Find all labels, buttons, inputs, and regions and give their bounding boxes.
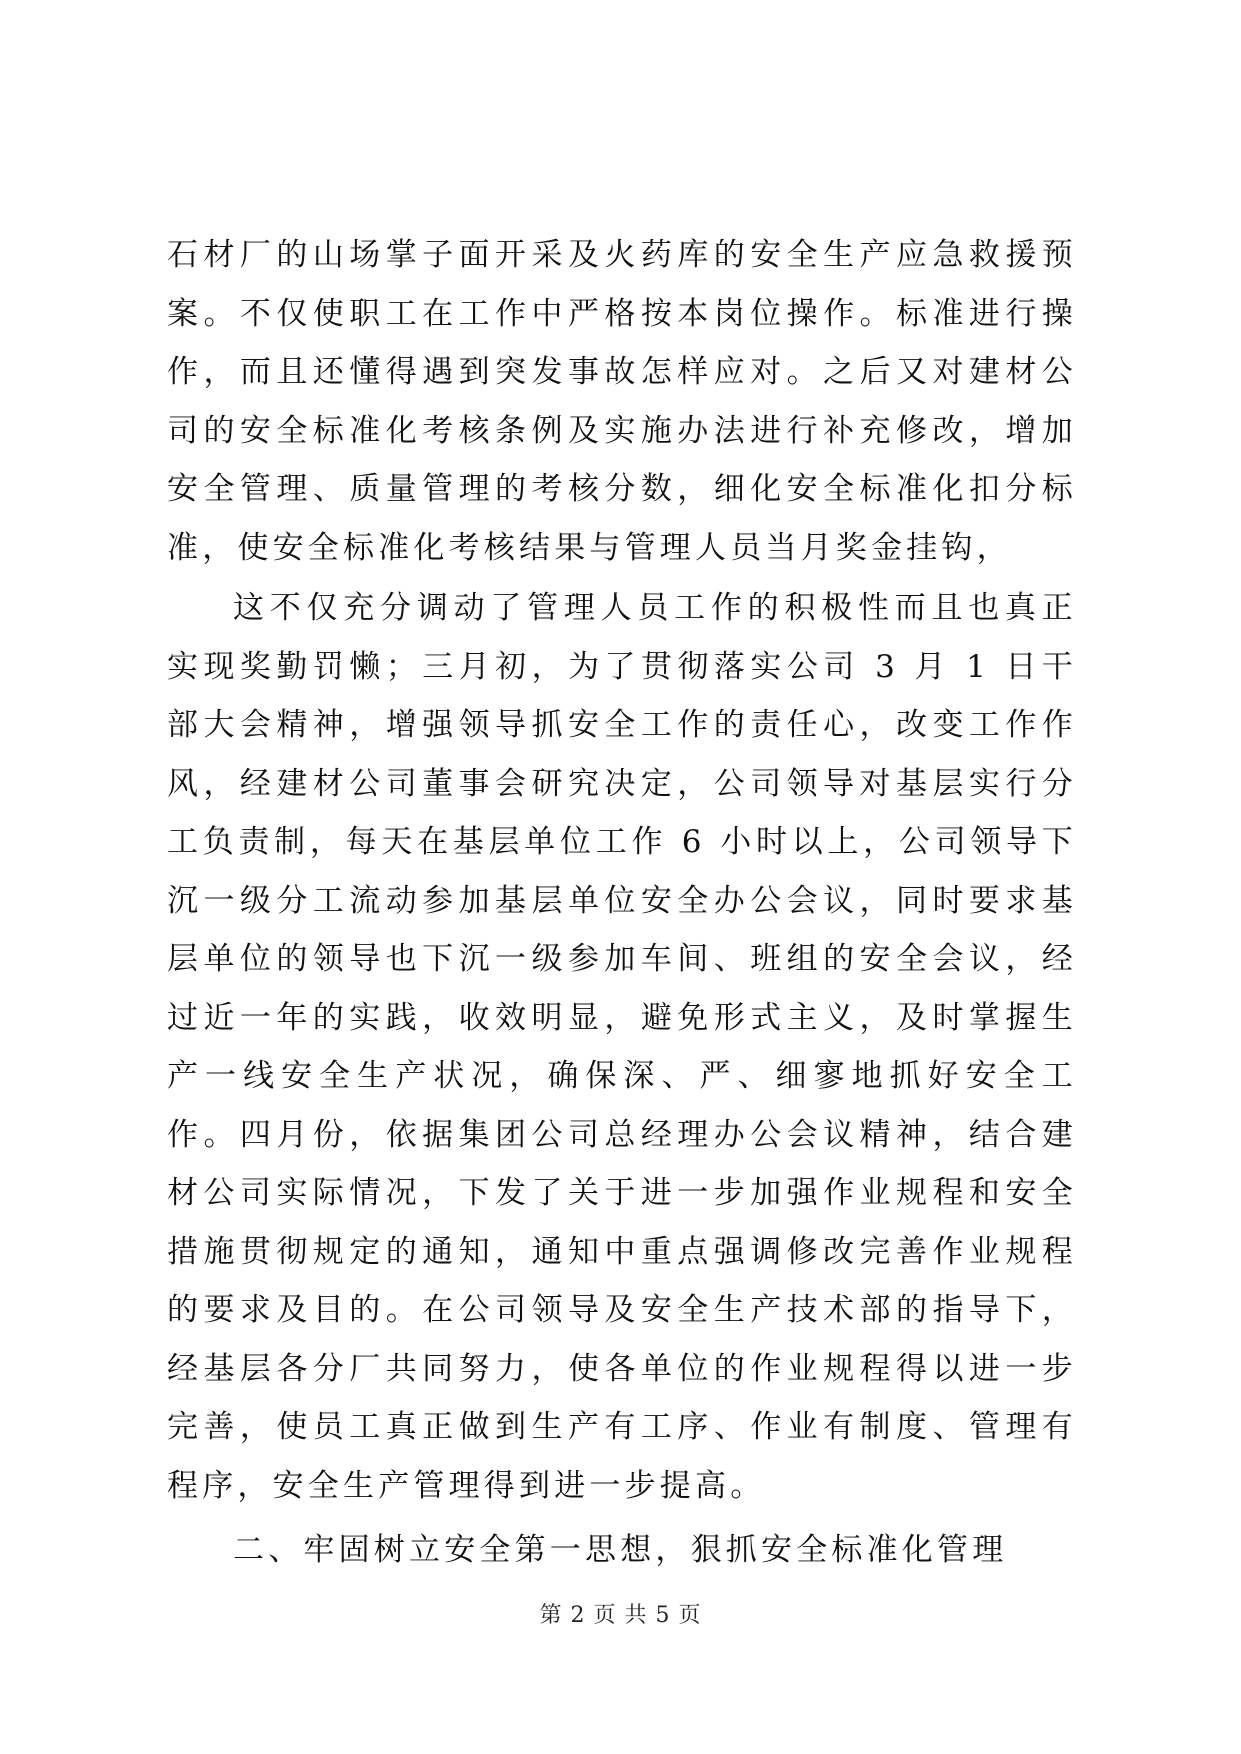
paragraph-2: 这不仅充分调动了管理人员工作的积极性而且也真正实现奖勤罚懒；三月初，为了贯彻落实公司 3 月 1 日干部大会精神，增强领导抓安全工作的责任心，改变工作作风，经建材公司董事会研究决定，公司领导对基层实行分工负责制，每天在基层单位工作 6 小时以上，公司领导下沉一级分工流动参加基层单位安全办公会议，同时要求基层单位的领导也下沉一级参加车间、班组的安全会议，经过近一年的实践，收效明显，避免形式主义，及时掌握生产一线安全生产状况，确保深、严、细寥地抓好安全工作。四月份，依据集团公司总经理办公会议精神，结合建材公司实际情况，下发了关于进一步加强作业规程和安全措施贯彻规定的通知，通知中重点强调修改完善作业规程的要求及目的。在公司领导及安全生产技术部的指导下，经基层各分厂共同努力，使各单位的作业规程得以进一步完善，使员工真正做到生产有工序、作业有制度、管理有程序，安全生产管理得到进一步提高。 <box>167 590 1077 1504</box>
page-number-footer: 第 2 页 共 5 页 <box>539 1603 702 1628</box>
paragraph-1: 石材厂的山场掌子面开采及火药库的安全生产应急救援预案。不仅使职工在工作中严格按本岗位操作。标准进行操作，而且还懂得遇到突发事故怎样应对。之后又对建材公司的安全标准化考核条例及实施办法进行补充修改，增加安全管理、质量管理的考核分数，细化安全标准化扣分标准，使安全标准化考核结果与管理人员当月奖金挂钩， <box>167 237 1077 566</box>
document-body <box>167 226 1077 1580</box>
section-heading: 二、牢固树立安全第一思想，狠抓安全标准化管理 <box>233 1532 1008 1568</box>
